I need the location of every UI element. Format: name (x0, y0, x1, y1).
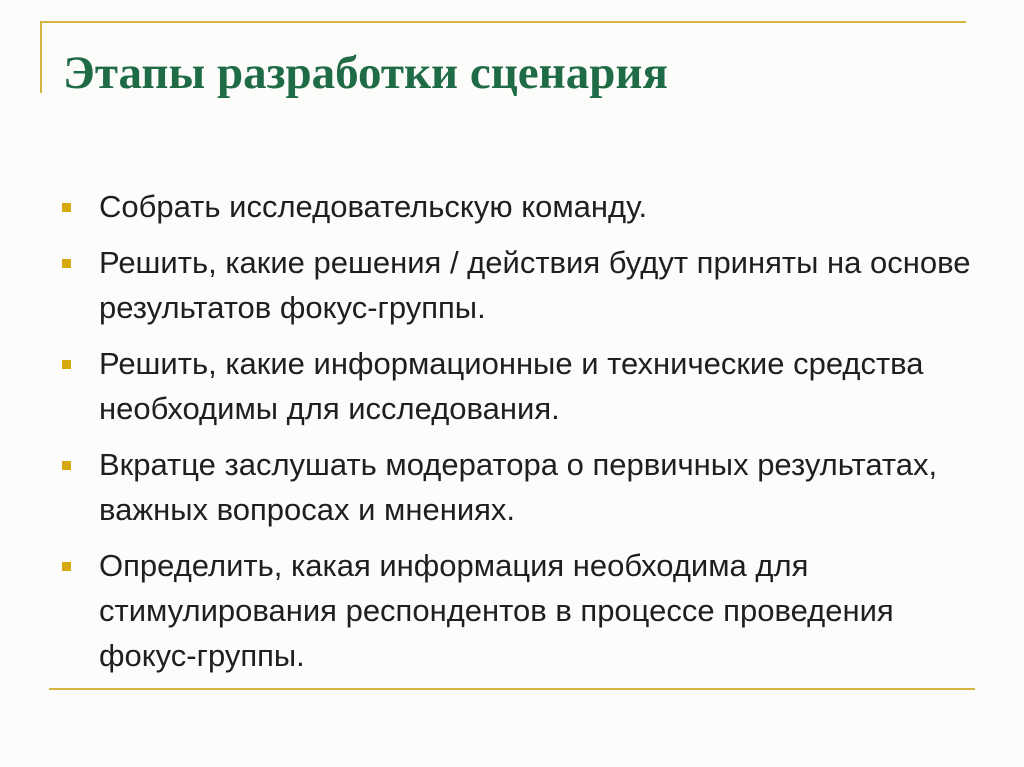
bullet-item (58, 184, 978, 229)
bullet-item (58, 240, 978, 330)
bullet-item (58, 341, 978, 431)
bottom-rule (49, 688, 975, 690)
bullet-item (58, 543, 978, 678)
square-bullet-icon (62, 259, 71, 268)
slide-title: Этапы разработки сценария (63, 47, 668, 99)
square-bullet-icon (62, 562, 71, 571)
left-rule (40, 21, 42, 93)
bullet-text: Собрать исследовательскую команду. (99, 189, 648, 224)
square-bullet-icon (62, 461, 71, 470)
bullet-list (58, 184, 978, 689)
bullet-text: Решить, какие решения / действия будут приняты на основе результатов фокус-группы. (99, 245, 971, 325)
square-bullet-icon (62, 360, 71, 369)
bullet-text: Решить, какие информационные и технические средства необходимы для исследования. (99, 346, 924, 426)
bullet-text: Определить, какая информация необходима для стимулирования респондентов в процессе проведения фокус-группы. (99, 548, 894, 673)
top-rule (40, 21, 966, 23)
bullet-item (58, 442, 978, 532)
bullet-text: Вкратце заслушать модератора о первичных результатах, важных вопросах и мнениях. (99, 447, 938, 527)
square-bullet-icon (62, 203, 71, 212)
